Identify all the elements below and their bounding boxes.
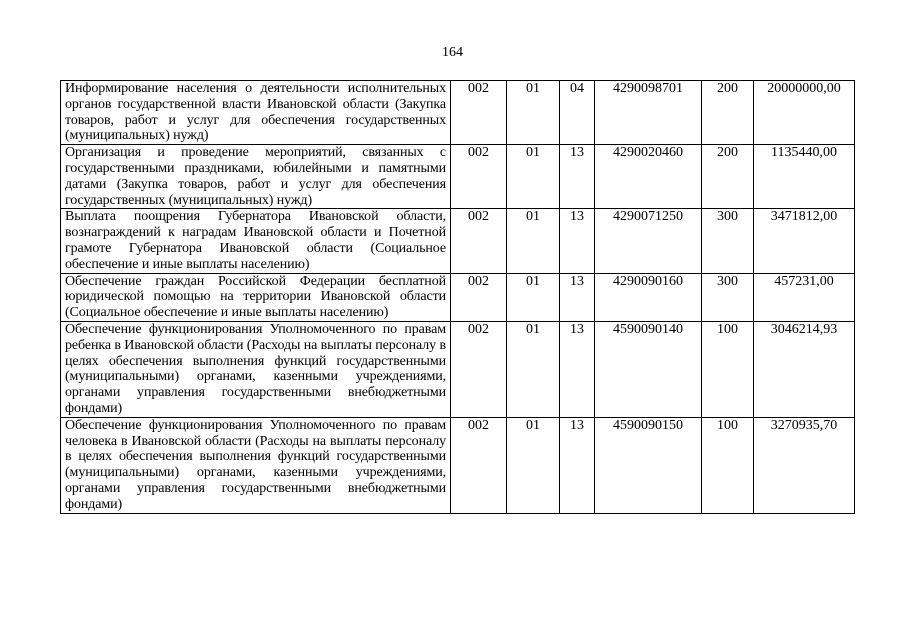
ministry-code: 002 <box>451 81 507 145</box>
amount: 1135440,00 <box>754 145 855 209</box>
subsection-code: 13 <box>560 145 595 209</box>
ministry-code: 002 <box>451 273 507 321</box>
section-code: 01 <box>507 145 560 209</box>
row-description: Обеспечение функционирования Уполномоченного по правам человека в Ивановской области (Расходы на выплаты персоналу в целях обеспечения выполнения функций государственными (муниципальными) органами, казенными учреждениями, органами управления государственными внебюджетными фондами) <box>61 417 451 513</box>
expense-type-code: 300 <box>702 273 754 321</box>
section-code: 01 <box>507 273 560 321</box>
expense-type-code: 300 <box>702 209 754 273</box>
amount: 20000000,00 <box>754 81 855 145</box>
subsection-code: 13 <box>560 209 595 273</box>
section-code: 01 <box>507 81 560 145</box>
expense-type-code: 200 <box>702 145 754 209</box>
ministry-code: 002 <box>451 145 507 209</box>
ministry-code: 002 <box>451 417 507 513</box>
ministry-code: 002 <box>451 321 507 417</box>
subsection-code: 13 <box>560 321 595 417</box>
target-article-code: 4590090150 <box>595 417 702 513</box>
subsection-code: 13 <box>560 417 595 513</box>
row-description: Организация и проведение мероприятий, связанных с государственными праздниками, юбилейными и памятными датами (Закупка товаров, работ и услуг для обеспечения государственных (муниципальных) нужд) <box>61 145 451 209</box>
table-row <box>61 321 855 417</box>
row-description: Обеспечение функционирования Уполномоченного по правам ребенка в Ивановской области (Расходы на выплаты персоналу в целях обеспечения выполнения функций государственными (муниципальными) органами, казенными учреждениями, органами управления государственными внебюджетными фондами) <box>61 321 451 417</box>
amount: 457231,00 <box>754 273 855 321</box>
amount: 3270935,70 <box>754 417 855 513</box>
expense-type-code: 100 <box>702 321 754 417</box>
subsection-code: 13 <box>560 273 595 321</box>
amount: 3046214,93 <box>754 321 855 417</box>
expense-type-code: 200 <box>702 81 754 145</box>
page-number: 164 <box>442 45 463 60</box>
ministry-code: 002 <box>451 209 507 273</box>
row-description: Информирование населения о деятельности исполнительных органов государственной власти Ивановской области (Закупка товаров, работ и услуг для обеспечения государственных (муниципальных) нужд) <box>61 81 451 145</box>
target-article-code: 4290098701 <box>595 81 702 145</box>
target-article-code: 4590090140 <box>595 321 702 417</box>
amount: 3471812,00 <box>754 209 855 273</box>
section-code: 01 <box>507 209 560 273</box>
table-row <box>61 209 855 273</box>
section-code: 01 <box>507 417 560 513</box>
expense-type-code: 100 <box>702 417 754 513</box>
row-description: Выплата поощрения Губернатора Ивановской области, вознаграждений к наградам Ивановской области и Почетной грамоте Губернатора Ивановской области (Социальное обеспечение и иные выплаты населению) <box>61 209 451 273</box>
row-description: Обеспечение граждан Российской Федерации бесплатной юридической помощью на территории Ивановской области (Социальное обеспечение и иные выплаты населению) <box>61 273 451 321</box>
table-row <box>61 81 855 145</box>
target-article-code: 4290020460 <box>595 145 702 209</box>
table-row <box>61 273 855 321</box>
target-article-code: 4290090160 <box>595 273 702 321</box>
subsection-code: 04 <box>560 81 595 145</box>
table-row <box>61 417 855 513</box>
budget-table <box>60 80 855 514</box>
table-row <box>61 145 855 209</box>
target-article-code: 4290071250 <box>595 209 702 273</box>
section-code: 01 <box>507 321 560 417</box>
